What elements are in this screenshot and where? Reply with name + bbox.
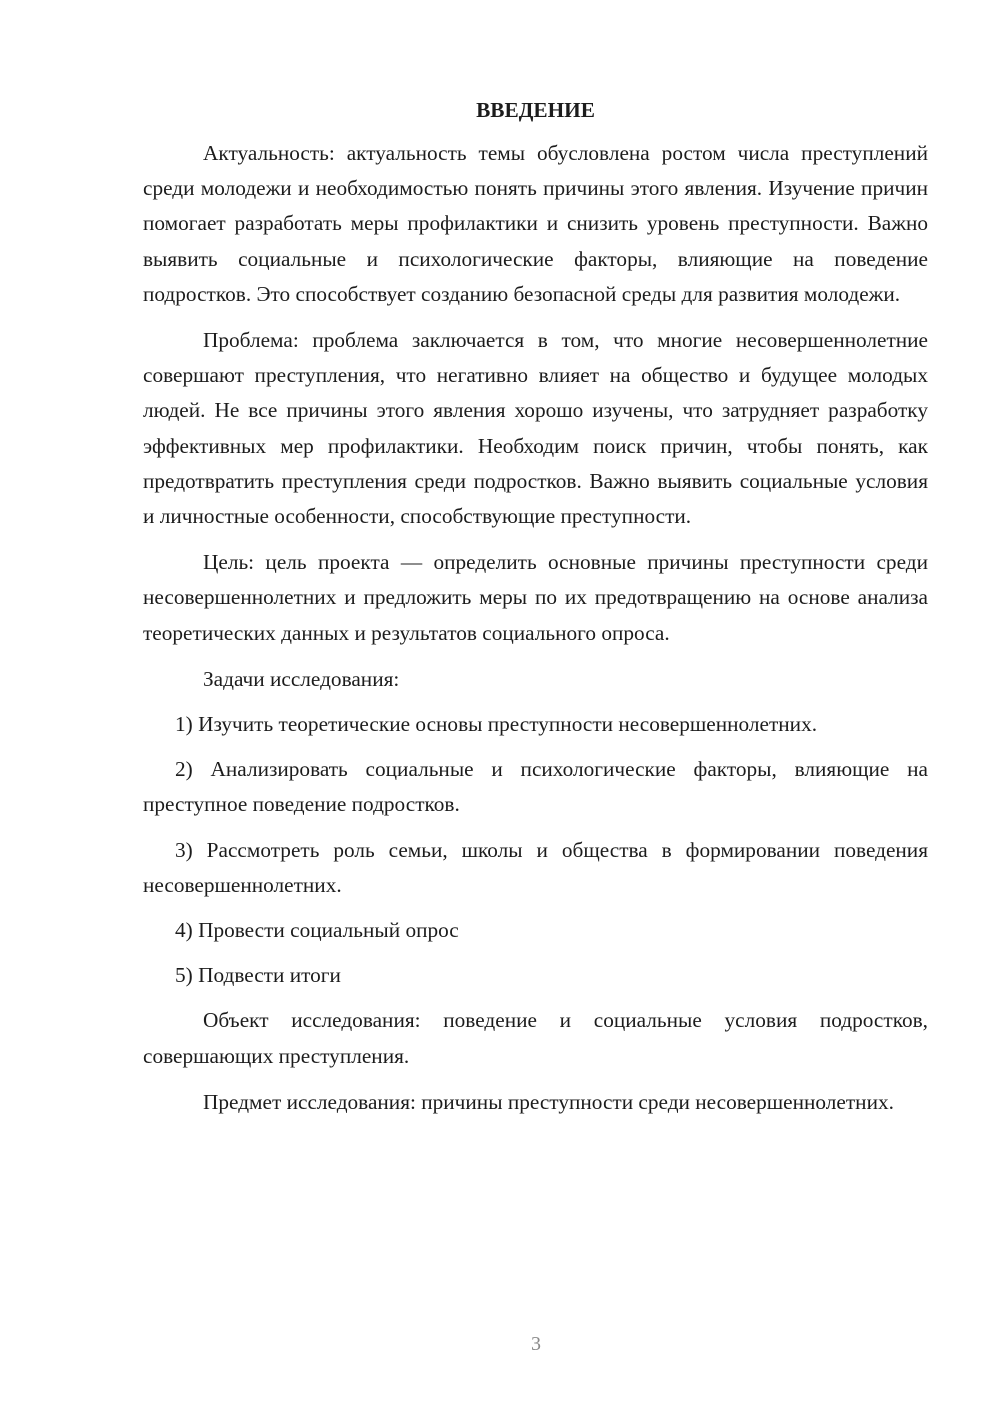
page-number: 3 (531, 1333, 541, 1355)
task-item: 4) Провести социальный опрос (175, 918, 459, 943)
goal-paragraph: Цель: цель проекта — определить основные причины преступности среди несовершеннолетних и предложить меры по их предотвращению на основе анализа теоретических данных и результатов социального опроса. (143, 550, 928, 645)
task-item: 3) Рассмотреть роль семьи, школы и общества в формировании поведения несовершеннолетних. (143, 837, 928, 897)
task-item: 1) Изучить теоретические основы преступности несовершеннолетних. (175, 712, 818, 737)
problem-paragraph: Проблема: проблема заключается в том, что многие несовершеннолетние совершают преступления, что негативно влияет на общество и будущее молодых людей. Не все причины этого явления хорошо изучены, что затрудняет разработку эффективных мер профилактики. Необходим поиск причин, чтобы понять, как предотвратить преступления среди подростков. Важно выявить социальные условия и личностные особенности, способствующие преступности. (143, 328, 928, 529)
section-title: ВВЕДЕНИЕ (476, 98, 595, 122)
task-item: 2) Анализировать социальные и психологические факторы, влияющие на преступное поведение подростков. (143, 757, 928, 817)
page-content (143, 95, 928, 1131)
subject-paragraph: Предмет исследования: причины преступности среди несовершеннолетних. (203, 1089, 894, 1114)
tasks-heading: Задачи исследования: (203, 666, 400, 691)
object-paragraph: Объект исследования: поведение и социальные условия подростков, совершающих преступления. (143, 1008, 928, 1068)
task-item: 5) Подвести итоги (175, 963, 341, 988)
relevance-paragraph: Актуальность: актуальность темы обусловлена ростом числа преступлений среди молодежи и необходимостью понять причины этого явления. Изучение причин помогает разработать меры профилактики и снизить уровень преступности. Важно выявить социальные и психологические факторы, влияющие на поведение подростков. Это способствует созданию безопасной среды для развития молодежи. (143, 141, 928, 306)
